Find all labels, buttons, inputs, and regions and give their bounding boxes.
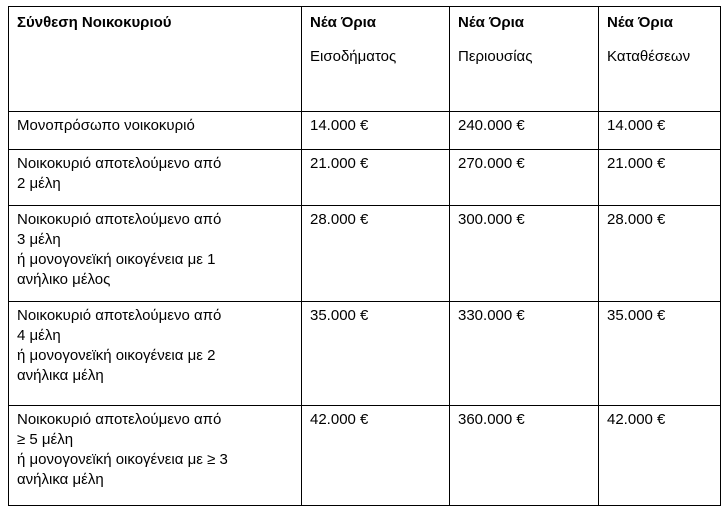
header-income-limits [302,7,450,112]
deposit-limit-cell: 35.000 € [599,302,721,406]
header-composition-label: Σύνθεση Νοικοκυριού [17,14,172,31]
row-household-type [9,150,302,206]
table-row [9,406,721,506]
table-row [9,302,721,406]
property-limit-cell: 360.000 € [450,406,599,506]
table-header-row [9,7,721,112]
household-type-line: ≥ 5 μέλη [17,431,74,448]
household-type-line: ή μονογονεϊκή οικογένεια με ≥ 3 [17,451,228,468]
deposit-limit-cell: 42.000 € [599,406,721,506]
household-type-line: ανήλικα μέλη [17,367,104,384]
deposit-limit-cell: 28.000 € [599,206,721,302]
household-type-line: Νοικοκυριό αποτελούμενο από [17,411,222,428]
row-household-type [9,112,302,150]
household-type-line: 3 μέλη [17,231,61,248]
household-type-line: Νοικοκυριό αποτελούμενο από [17,307,222,324]
income-limit-cell: 14.000 € [302,112,450,150]
property-limit-cell: 270.000 € [450,150,599,206]
deposit-limit-cell: 14.000 € [599,112,721,150]
header-property-title: Νέα Όρια [458,14,525,31]
household-type-line: Νοικοκυριό αποτελούμενο από [17,211,222,228]
header-property-subtitle: Περιουσίας [458,48,533,65]
property-limit-cell: 330.000 € [450,302,599,406]
household-type-line: 2 μέλη [17,175,61,192]
property-limit-cell: 300.000 € [450,206,599,302]
household-type-line: Μονοπρόσωπο νοικοκυριό [17,117,195,134]
header-property-limits [450,7,599,112]
header-deposits-title: Νέα Όρια [607,14,674,31]
header-deposit-limits [599,7,721,112]
deposit-limit-cell: 21.000 € [599,150,721,206]
header-household-composition [9,7,302,112]
income-limit-cell: 35.000 € [302,302,450,406]
header-income-subtitle: Εισοδήματος [310,48,397,65]
income-limit-cell: 42.000 € [302,406,450,506]
table-row [9,206,721,302]
household-type-line: 4 μέλη [17,327,61,344]
row-household-type [9,302,302,406]
row-household-type [9,206,302,302]
household-type-line: ανήλικα μέλη [17,471,104,488]
row-household-type [9,406,302,506]
income-limit-cell: 21.000 € [302,150,450,206]
table-row [9,112,721,150]
household-limits-table [8,6,721,506]
household-type-line: Νοικοκυριό αποτελούμενο από [17,155,222,172]
household-type-line: ανήλικο μέλος [17,271,111,288]
household-type-line: ή μονογονεϊκή οικογένεια με 2 [17,347,216,364]
household-type-line: ή μονογονεϊκή οικογένεια με 1 [17,251,216,268]
property-limit-cell: 240.000 € [450,112,599,150]
header-income-title: Νέα Όρια [310,14,377,31]
income-limit-cell: 28.000 € [302,206,450,302]
header-deposits-subtitle: Καταθέσεων [607,48,691,65]
table-row [9,150,721,206]
